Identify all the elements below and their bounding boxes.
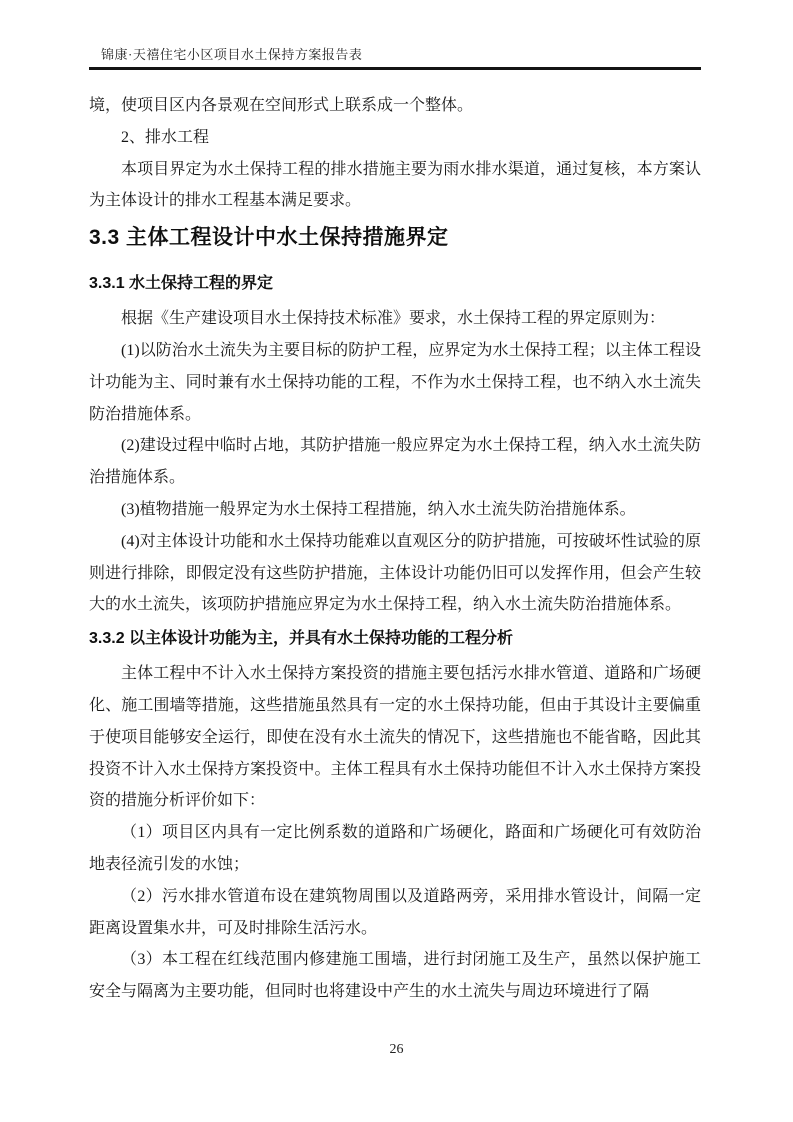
paragraph-principle-2: (2)建设过程中临时占地，其防护措施一般应界定为水土保持工程，纳入水土流失防治措施体系。 [89,437,701,487]
paragraph-analysis-1: （1）项目区内具有一定比例系数的道路和广场硬化，路面和广场硬化可有效防治地表径流引发的水蚀； [89,824,701,873]
paragraph-continuation: 境，使项目区内各景观在空间形式上联系成一个整体。 [89,97,474,114]
paragraph-standard-intro: 根据《生产建设项目水土保持技术标准》要求，水土保持工程的界定原则为： [121,310,666,328]
paragraph-principle-1: (1)以防治水土流失为主要目标的防护工程，应界定为水土保持工程；以主体工程设计功能为主、同时兼有水土保持功能的工程，不作为水土保持工程，也不纳入水土流失防治措施体系。 [89,341,701,423]
page-number: 26 [389,1042,404,1057]
paragraph-analysis-3: （3）本工程在红线范围内修建施工围墙，进行封闭施工及生产，虽然以保护施工安全与隔离为主要功能，但同时也将建设中产生的水土流失与周边环境进行了隔 [89,951,701,1001]
document-body [89,90,701,1008]
paragraph-principle-3: (3)植物措施一般界定为水土保持工程措施，纳入水土流失防治措施体系。 [121,500,636,518]
paragraph-principle-4: (4)对主体设计功能和水土保持功能难以直观区分的防护措施，可按破坏性试验的原则进行排除，即假定没有这些防护措施，主体设计功能仍旧可以发挥作用，但会产生较大的水土流失，该项防护措施应界定为水土保持工程，纳入水土流失防治措施体系。 [89,532,701,614]
paragraph-analysis-intro: 主体工程中不计入水土保持方案投资的措施主要包括污水排水管道、道路和广场硬化、施工围墙等措施，这些措施虽然具有一定的水土保持功能，但由于其设计主要偏重于使项目能够安全运行，即使在没有水土流失的情况下，这些措施也不能省略，因此其投资不计入水土保持方案投资中。主体工程具有水土保持功能但不计入水土保持方案投资的措施分析评价如下： [89,665,701,810]
header-rule [89,67,701,70]
page-footer [0,1040,793,1058]
header-title: 锦康·天禧住宅小区项目水土保持方案报告表 [101,47,363,62]
paragraph-drainage-body: 本项目界定为水土保持工程的排水措施主要为雨水排水渠道，通过复核，本方案认为主体设计的排水工程基本满足要求。 [89,160,701,210]
subsection-heading-3-3-1: 3.3.1 水土保持工程的界定 [89,275,274,293]
section-heading-3-3: 3.3 主体工程设计中水土保持措施界定 [89,226,449,250]
paragraph-analysis-2: （2）污水排水管道布设在建筑物周围以及道路两旁，采用排水管设计，间隔一定距离设置集水井，可及时排除生活污水。 [89,887,701,937]
subsection-heading-3-3-2: 3.3.2 以主体设计功能为主，并具有水土保持功能的工程分析 [89,630,514,648]
paragraph-drainage-item: 2、排水工程 [121,128,210,146]
page-header [89,46,701,70]
